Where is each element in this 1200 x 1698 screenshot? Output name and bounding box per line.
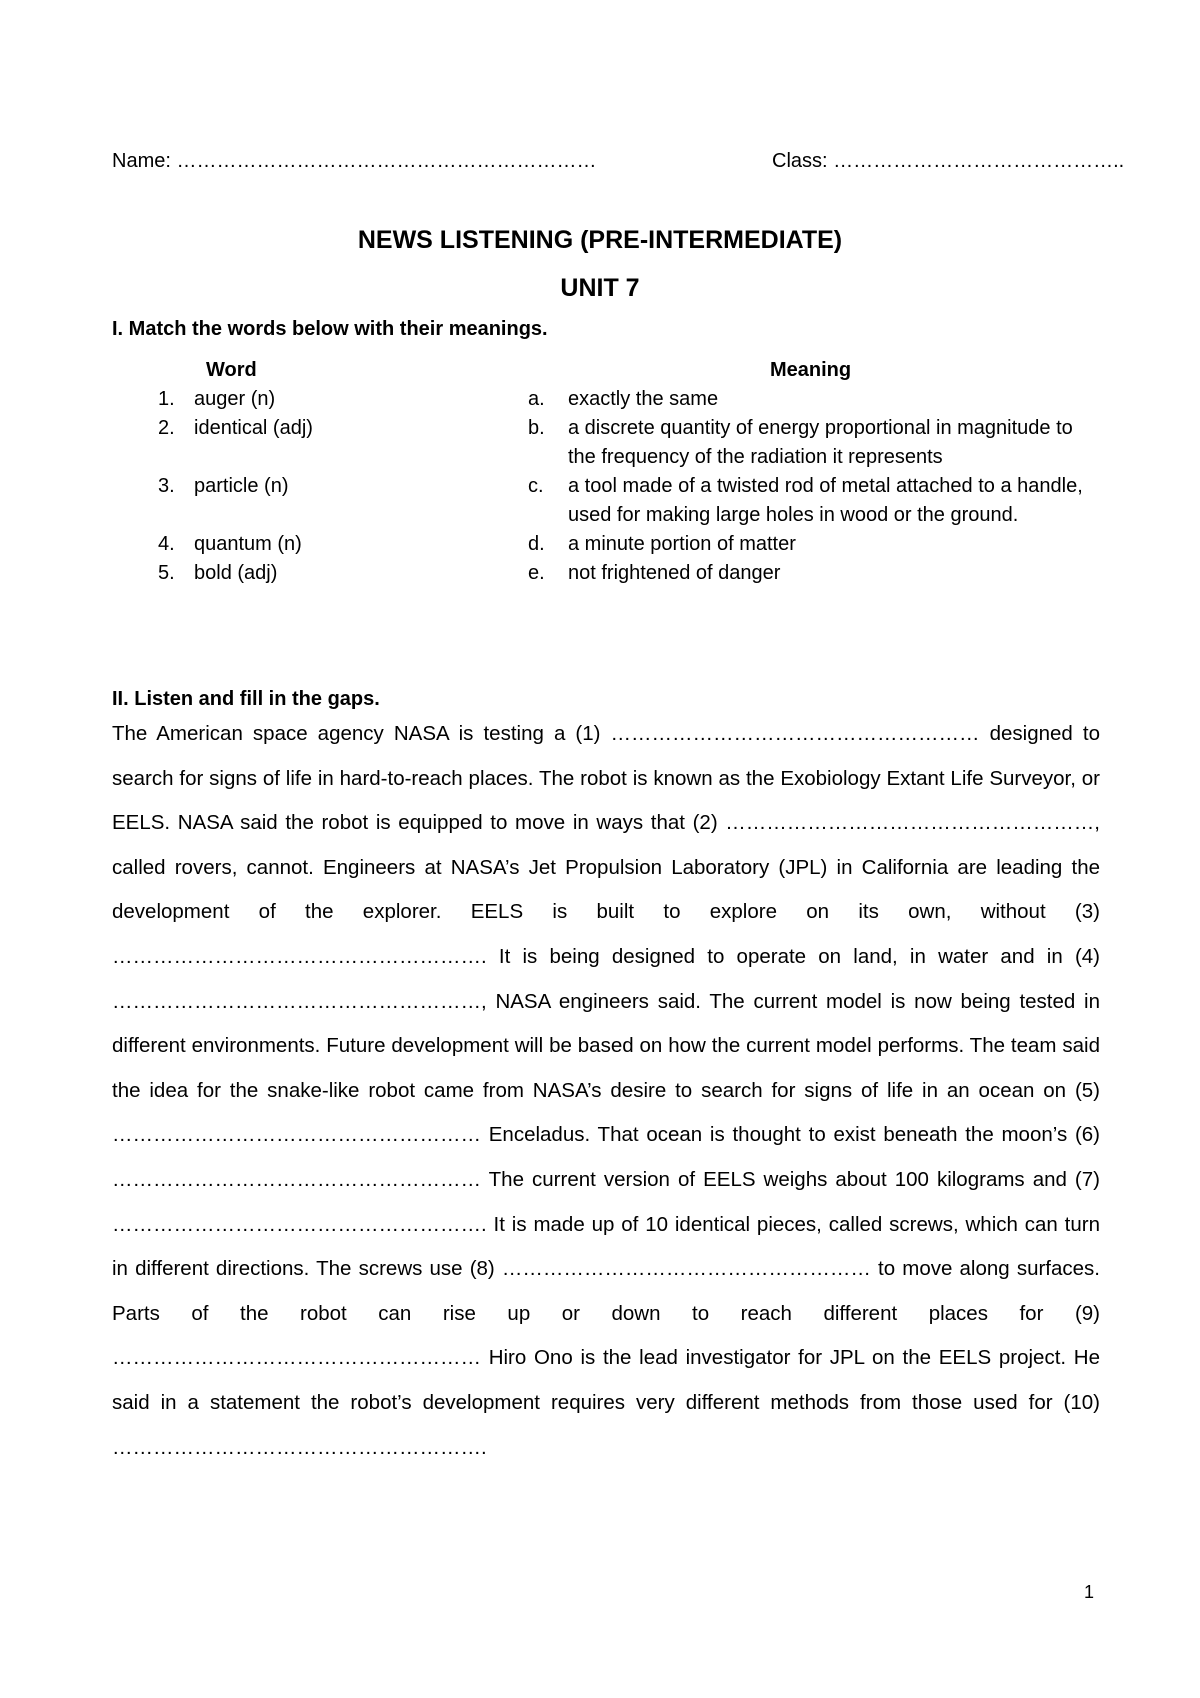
gap-fill-passage: The American space agency NASA is testing a (1) ……………………………………………… designed to search for signs of life in hard-to-reach places. The robot is known as the Exobiology Extant Life Surveyor, or EELS. NASA said the robot is equipped to move in ways that (2) ………………………………………………, called rovers, cannot. Engineers at NASA’s Jet Propulsion Laboratory (JPL) in California are leading the development of the explorer. EELS is built to explore on its own, without (3) ………………………………………………. It is being designed to operate on land, in water and in (4) ………………………………………………, NASA engineers said. The current model is now being tested in different environments. Future development will be based on how the current model performs. The team said the idea for the snake-like robot came from NASA’s desire to search for signs of life in an ocean on (5) ……………………………………………… Enceladus. That ocean is thought to exist beneath the moon’s (6) ……………………………………………… The current version of EELS weighs about 100 kilograms and (7) ………………………………………………. It is made up of 10 identical pieces, called screws, which can turn in different directions. The screws use (8) ……………………………………………… to move along surfaces. Parts of the robot can rise up or down to reach different places for (9) ……………………………………………… Hiro Ono is the lead investigator for JPL on the EELS project. He said in a statement the robot’s development requires very different methods from those used for (10) ……………………………………………….	[112, 722, 1100, 1459]
meaning-definition: a discrete quantity of energy proportional in magnitude to the frequency of the radiation it represents	[568, 417, 1073, 468]
word-term: bold (adj)	[194, 562, 278, 584]
meaning-letter: c.	[528, 475, 544, 497]
word-number: 3.	[158, 475, 175, 497]
word-number: 1.	[158, 388, 175, 410]
unit-title: UNIT 7	[560, 274, 640, 302]
meaning-letter: a.	[528, 388, 545, 410]
word-term: identical (adj)	[194, 417, 313, 439]
worksheet-title: NEWS LISTENING (PRE-INTERMEDIATE)	[357, 226, 843, 254]
meaning-definition: not frightened of danger	[568, 562, 781, 584]
meaning-definition: a minute portion of matter	[568, 533, 796, 555]
matching-row	[158, 472, 1098, 530]
section-2-heading: II. Listen and fill in the gaps.	[112, 688, 380, 710]
meaning-letter: e.	[528, 562, 545, 584]
word-number: 5.	[158, 562, 175, 584]
meaning-definition: a tool made of a twisted rod of metal attached to a handle, used for making large holes in wood or the ground.	[568, 475, 1083, 526]
word-number: 4.	[158, 533, 175, 555]
matching-row	[158, 414, 1098, 472]
word-term: auger (n)	[194, 388, 276, 410]
meaning-letter: b.	[528, 417, 545, 439]
page-number: 1	[1084, 1582, 1095, 1602]
name-field: Name: ………………………………………………………	[112, 150, 597, 172]
word-term: quantum (n)	[194, 533, 302, 555]
matching-table-header	[158, 356, 1098, 385]
meaning-column-header: Meaning	[770, 359, 852, 381]
meaning-definition: exactly the same	[568, 388, 719, 410]
class-field: Class: ……………………………………..	[772, 150, 1125, 172]
matching-table	[158, 356, 1098, 588]
matching-row	[158, 530, 1098, 559]
matching-row	[158, 385, 1098, 414]
word-number: 2.	[158, 417, 175, 439]
student-info-row	[112, 150, 1125, 180]
meaning-letter: d.	[528, 533, 545, 555]
word-term: particle (n)	[194, 475, 289, 497]
section-1-heading: I. Match the words below with their meanings.	[112, 318, 548, 340]
matching-row	[158, 559, 1098, 588]
word-column-header: Word	[206, 359, 257, 381]
